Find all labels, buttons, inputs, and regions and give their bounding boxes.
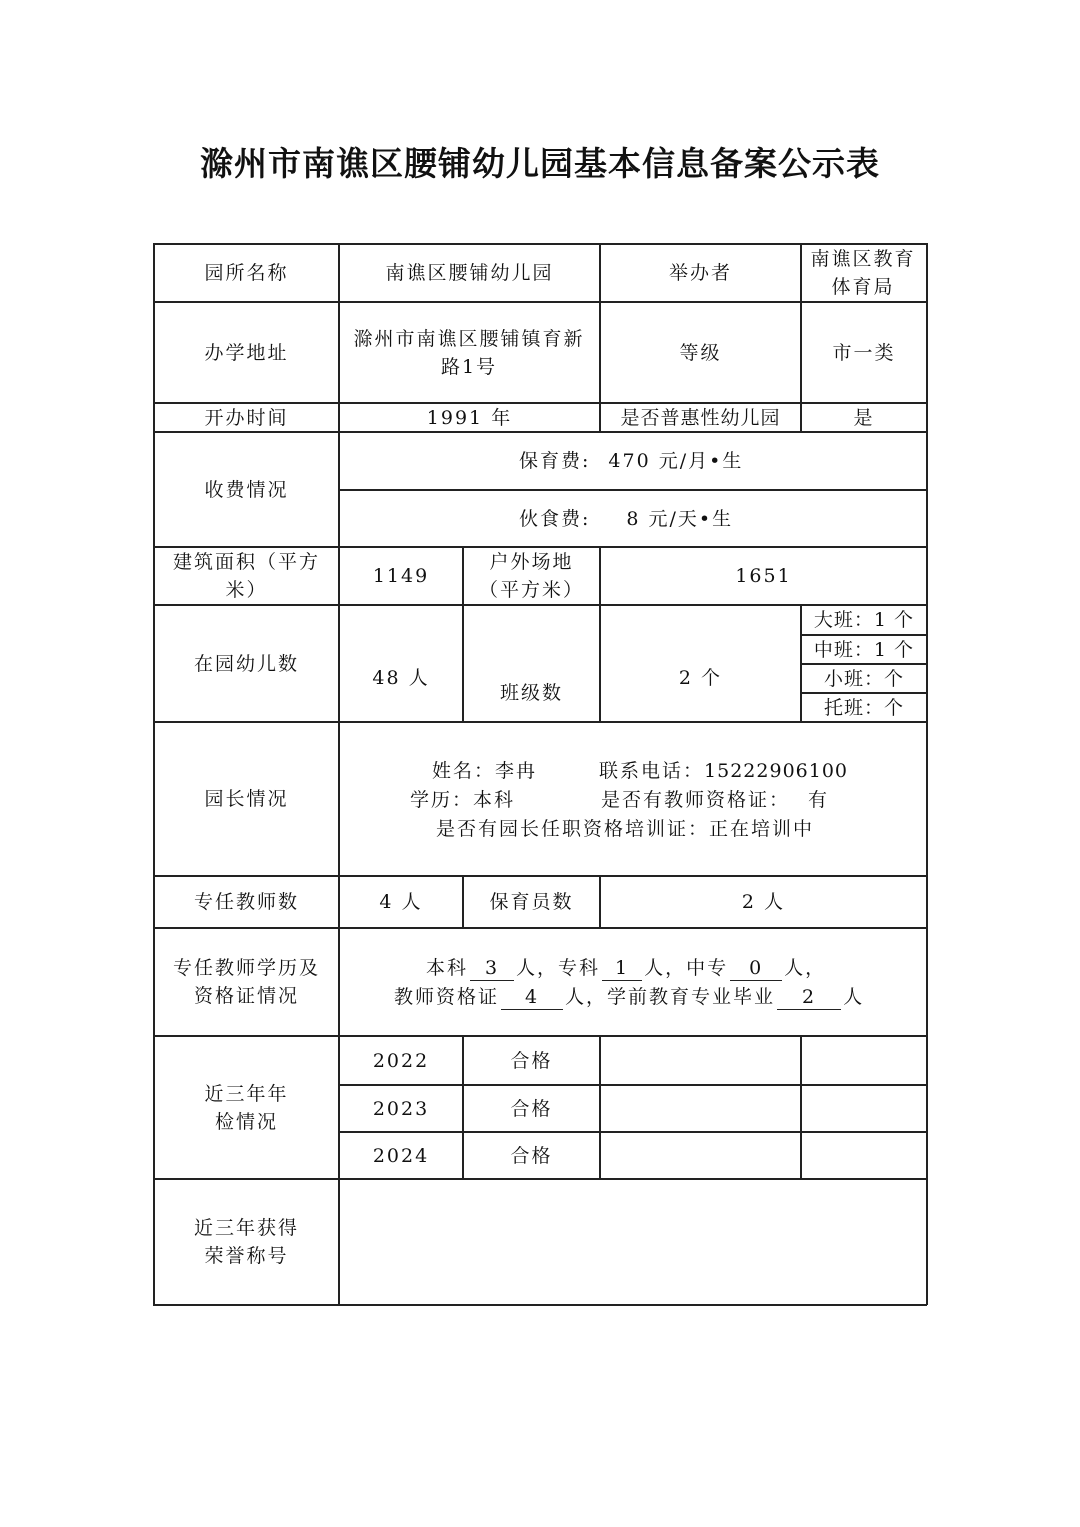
class-small: 小班：个 xyxy=(823,667,904,690)
fees-label: 收费情况 xyxy=(204,478,289,501)
outdoor-area-label: 户外场地（平方米） xyxy=(478,551,584,601)
separator: ， xyxy=(805,957,827,979)
cert-label: 教师资格证 xyxy=(394,986,500,1008)
director-name-label: 姓名： xyxy=(432,759,496,782)
care-fee xyxy=(339,432,927,490)
director-label: 园长情况 xyxy=(204,788,289,810)
grade-label: 等级 xyxy=(679,341,722,364)
college-count: 1 xyxy=(602,956,642,981)
opening-date-value: 1991 年 xyxy=(426,406,513,429)
inspection-year: 2022 xyxy=(372,1049,430,1072)
address-value: 滁州市南谯区腰铺镇育新路1号 xyxy=(353,327,585,378)
secondary-count: 0 xyxy=(730,956,782,981)
director-edu: 本科 xyxy=(473,788,516,811)
college-label: 专科 xyxy=(558,957,601,979)
director-training: 正在培训中 xyxy=(709,817,815,840)
building-area-label: 建筑面积（平方米） xyxy=(172,551,320,601)
building-area-value: 1149 xyxy=(372,565,430,587)
unit-label: 人 xyxy=(565,986,587,1008)
director-training-line xyxy=(436,814,876,843)
outdoor-area-value: 1651 xyxy=(735,565,792,587)
children-count-label: 在园幼儿数 xyxy=(193,652,299,675)
organizer-value: 南谯区教育体育局 xyxy=(810,248,916,298)
director-name: 李冉 xyxy=(495,759,538,782)
inspection-result: 合格 xyxy=(510,1144,553,1167)
organizer-label: 举办者 xyxy=(668,262,732,284)
honors-value xyxy=(339,1179,927,1305)
page-title: 滁州市南谯区腰铺幼儿园基本信息备案公示表 xyxy=(200,144,880,183)
director-cert: 有 xyxy=(808,788,830,811)
director-phone: 15222906100 xyxy=(704,759,849,782)
class-large: 大班：1 个 xyxy=(813,609,915,631)
qualifications-line-1 xyxy=(426,954,896,982)
director-edu-line xyxy=(410,785,880,814)
unit-label: 人 xyxy=(516,957,538,979)
separator: ， xyxy=(586,986,608,1008)
teacher-count-label: 专任教师数 xyxy=(193,891,299,913)
meal-fee-value: 8 元/天•生 xyxy=(626,507,734,530)
kindergarten-name-label: 园所名称 xyxy=(204,262,289,284)
qualifications-line-2 xyxy=(394,983,904,1011)
address-label: 办学地址 xyxy=(204,341,289,364)
separator: ， xyxy=(665,957,687,979)
care-fee-label: 保育费: xyxy=(519,450,591,472)
caregiver-count-label: 保育员数 xyxy=(489,891,574,913)
unit-label: 人 xyxy=(644,957,666,979)
preschool-label: 学前教育专业毕业 xyxy=(607,986,776,1008)
class-count-label: 班级数 xyxy=(499,681,563,704)
inclusive-label: 是否普惠性幼儿园 xyxy=(620,406,781,429)
bachelor-count: 3 xyxy=(470,956,514,981)
unit-label: 人 xyxy=(843,986,865,1008)
preschool-count: 2 xyxy=(777,985,841,1010)
inclusive-value: 是 xyxy=(853,406,875,429)
caregiver-count-value: 2 人 xyxy=(741,891,786,913)
opening-date-label: 开办时间 xyxy=(204,406,289,429)
children-count-value: 48 人 xyxy=(372,666,430,689)
inspection-year: 2024 xyxy=(372,1144,430,1167)
qualifications-label: 专任教师学历及资格证情况 xyxy=(172,957,320,1007)
separator: ， xyxy=(537,957,559,979)
honors-label: 近三年获得荣誉称号 xyxy=(193,1217,299,1267)
meal-fee-label: 伙食费: xyxy=(519,507,591,530)
care-fee-value: 470 元/月•生 xyxy=(608,450,744,472)
inspection-year: 2023 xyxy=(372,1097,430,1120)
inspection-result: 合格 xyxy=(510,1049,553,1072)
inspection-result: 合格 xyxy=(510,1097,553,1120)
class-count-value: 2 个 xyxy=(678,666,723,689)
meal-fee xyxy=(339,490,927,547)
teacher-count-value: 4 人 xyxy=(379,891,423,913)
inspection-label: 近三年年检情况 xyxy=(204,1082,289,1133)
cert-count: 4 xyxy=(501,985,563,1010)
unit-label: 人 xyxy=(784,957,806,979)
secondary-label: 中专 xyxy=(686,957,729,979)
director-edu-label: 学历： xyxy=(410,788,474,811)
director-name-line xyxy=(432,756,892,785)
director-phone-label: 联系电话： xyxy=(599,759,705,782)
grade-value: 市一类 xyxy=(832,341,896,364)
class-nursery: 托班：个 xyxy=(823,696,904,719)
class-middle: 中班：1 个 xyxy=(813,638,915,661)
director-cert-label: 是否有教师资格证： xyxy=(601,788,791,811)
bachelor-label: 本科 xyxy=(426,957,469,979)
kindergarten-name-value: 南谯区腰铺幼儿园 xyxy=(385,262,554,284)
director-training-label: 是否有园长任职资格培训证： xyxy=(436,817,710,840)
